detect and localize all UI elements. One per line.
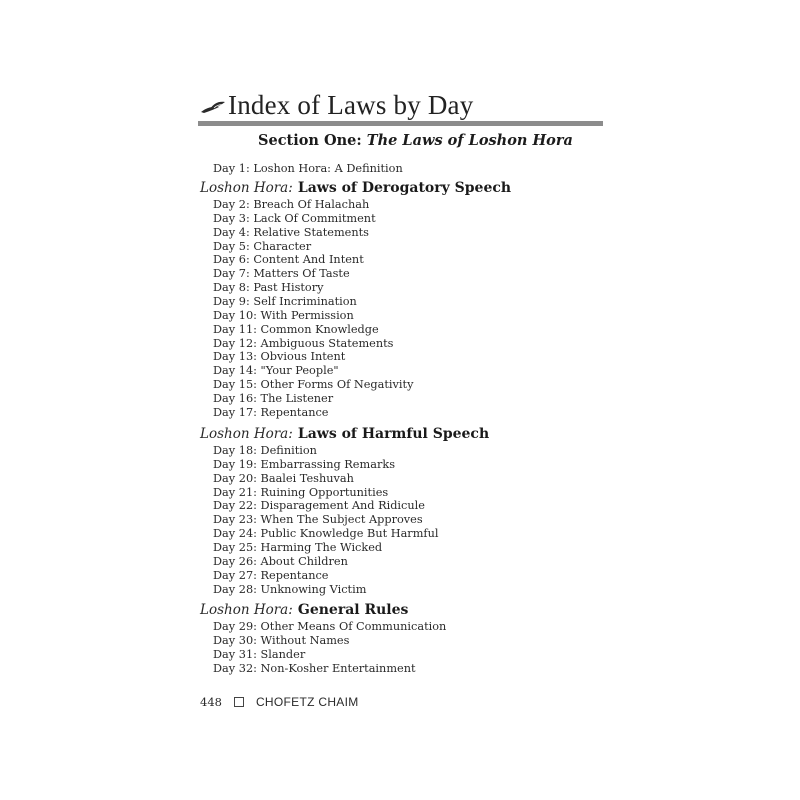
subheading-bold: Laws of Derogatory Speech — [297, 180, 512, 196]
index-entry: Day 15: Other Forms Of Negativity — [213, 378, 414, 391]
index-entry: Day 16: The Listener — [213, 391, 334, 405]
index-entry: Day 13: Obvious Intent — [213, 350, 346, 364]
index-entry: Day 29: Other Means Of Communication — [213, 620, 447, 633]
index-entry: Day 32: Non-Kosher Entertainment — [213, 661, 416, 675]
title-row — [200, 88, 473, 122]
index-entry: Day 31: Slander — [213, 647, 306, 661]
index-entry: Day 7: Matters Of Taste — [213, 267, 350, 281]
page-title: Index of Laws by Day — [228, 89, 474, 120]
section-heading-italic: The Laws of Loshon Hora — [366, 132, 573, 149]
title-rule — [198, 121, 603, 126]
index-entry: Day 2: Breach Of Halachah — [213, 198, 370, 211]
index-entry: Day 9: Self Incrimination — [213, 294, 357, 308]
index-entry: Day 12: Ambiguous Statements — [213, 336, 394, 350]
subheading-italic: Loshon Hora: — [200, 602, 293, 618]
index-entry: Day 1: Loshon Hora: A Definition — [213, 162, 403, 175]
subheading-italic: Loshon Hora: — [200, 180, 293, 196]
index-entry: Day 11: Common Knowledge — [213, 322, 379, 336]
index-entry: Day 20: Baalei Teshuvah — [213, 471, 354, 485]
index-entry: Day 5: Character — [213, 239, 312, 253]
index-entry: Day 17: Repentance — [213, 405, 329, 419]
section-heading-prefix: Section One: — [258, 132, 367, 149]
page-number: 448 — [200, 695, 222, 709]
index-entry: Day 3: Lack Of Commitment — [213, 211, 376, 225]
book-title: CHOFETZ CHAIM — [255, 695, 359, 709]
index-entry: Day 22: Disparagement And Ridicule — [213, 499, 425, 513]
quill-ornament-icon — [200, 99, 226, 115]
index-entry: Day 28: Unknowing Victim — [213, 582, 367, 596]
index-entry: Day 27: Repentance — [213, 568, 329, 582]
index-entry: Day 23: When The Subject Approves — [213, 513, 423, 527]
subheading — [200, 600, 408, 619]
subheading — [200, 424, 489, 443]
index-entry: Day 26: About Children — [213, 554, 348, 568]
subheading-italic: Loshon Hora: — [200, 426, 293, 442]
index-entry: Day 21: Ruining Opportunities — [213, 485, 389, 499]
index-entry: Day 30: Without Names — [213, 633, 350, 647]
index-entry: Day 25: Harming The Wicked — [213, 541, 383, 554]
index-entry: Day 24: Public Knowledge But Harmful — [213, 527, 439, 541]
section-heading — [258, 132, 573, 149]
index-entry: Day 18: Definition — [213, 444, 317, 457]
subheading-bold: Laws of Harmful Speech — [297, 426, 490, 442]
index-entry: Day 8: Past History — [213, 281, 324, 295]
subheading — [200, 178, 511, 197]
subheading-bold: General Rules — [297, 602, 409, 618]
index-entry: Day 6: Content And Intent — [213, 253, 364, 267]
square-separator-icon — [234, 697, 244, 707]
page-footer — [200, 695, 359, 709]
index-entry: Day 19: Embarrassing Remarks — [213, 457, 395, 471]
index-entry: Day 4: Relative Statements — [213, 225, 369, 239]
index-entry: Day 10: With Permission — [213, 308, 354, 322]
index-entry: Day 14: "Your People" — [213, 364, 339, 378]
